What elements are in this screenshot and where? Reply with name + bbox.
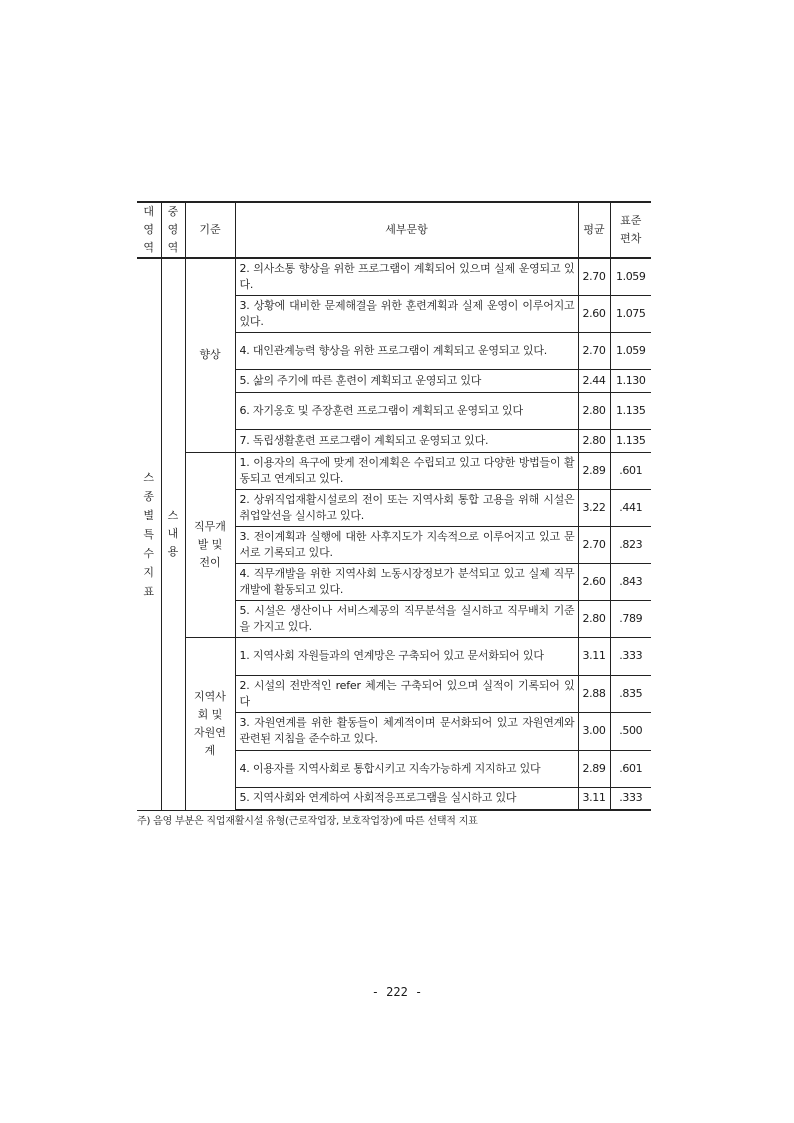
item-text: 2. 의사소통 향상을 위한 프로그램이 계획되어 있으며 실제 운영되고 있다. bbox=[235, 258, 578, 295]
mean-value: 2.60 bbox=[578, 295, 610, 332]
mean-value: 2.70 bbox=[578, 258, 610, 295]
sd-value: .333 bbox=[610, 787, 651, 810]
header-mean: 평균 bbox=[578, 202, 610, 258]
sd-value: 1.130 bbox=[610, 369, 651, 392]
table-row bbox=[137, 637, 651, 675]
sd-value: .441 bbox=[610, 489, 651, 526]
mean-value: 3.11 bbox=[578, 787, 610, 810]
mean-value: 2.89 bbox=[578, 452, 610, 489]
mean-value: 2.44 bbox=[578, 369, 610, 392]
item-text: 1. 이용자의 욕구에 맞게 전이계획은 수립되고 있고 다양한 방법들이 활동되고 연계되고 있다. bbox=[235, 452, 578, 489]
middle-area-cell: 스 내 용 bbox=[161, 258, 185, 810]
item-text: 4. 직무개발을 위한 지역사회 노동시장정보가 분석되고 있고 실제 직무개발에 활동되고 있다. bbox=[235, 563, 578, 600]
sd-value: .835 bbox=[610, 675, 651, 712]
mean-value: 2.70 bbox=[578, 332, 610, 369]
item-text: 3. 자원연계를 위한 활동들이 체계적이며 문서화되어 있고 자원연계와 관련된 지침을 준수하고 있다. bbox=[235, 712, 578, 750]
indicator-table bbox=[137, 201, 651, 811]
item-text: 4. 이용자를 지역사회로 통합시키고 지속가능하게 지지하고 있다 bbox=[235, 750, 578, 787]
table-header-row bbox=[137, 202, 651, 258]
item-text: 6. 자기옹호 및 주장훈련 프로그램이 계획되고 운영되고 있다 bbox=[235, 392, 578, 429]
table-row bbox=[137, 452, 651, 489]
mean-value: 3.00 bbox=[578, 712, 610, 750]
table-footnote: 주) 음영 부분은 직업재활시설 유형(근로작업장, 보호작업장)에 따른 선택적 지표 bbox=[137, 816, 478, 827]
item-text: 7. 독립생활훈련 프로그램이 계획되고 운영되고 있다. bbox=[235, 429, 578, 452]
mean-value: 2.60 bbox=[578, 563, 610, 600]
sd-value: 1.075 bbox=[610, 295, 651, 332]
page-number: - 222 - bbox=[371, 985, 423, 999]
sd-value: 1.059 bbox=[610, 332, 651, 369]
criterion-cell: 향상 bbox=[185, 258, 235, 452]
sd-value: .789 bbox=[610, 600, 651, 637]
mean-value: 2.70 bbox=[578, 526, 610, 563]
mean-value: 3.22 bbox=[578, 489, 610, 526]
header-major-area: 대 영 역 bbox=[137, 202, 161, 258]
item-text: 3. 상황에 대비한 문제해결을 위한 훈련계획과 실제 운영이 이루어지고 있다. bbox=[235, 295, 578, 332]
header-criterion: 기준 bbox=[185, 202, 235, 258]
sd-value: .333 bbox=[610, 637, 651, 675]
sd-value: 1.059 bbox=[610, 258, 651, 295]
sd-value: .500 bbox=[610, 712, 651, 750]
mean-value: 2.80 bbox=[578, 600, 610, 637]
sd-value: .601 bbox=[610, 750, 651, 787]
mean-value: 2.88 bbox=[578, 675, 610, 712]
item-text: 2. 시설의 전반적인 refer 체계는 구축되어 있으며 실적이 기록되어 있다 bbox=[235, 675, 578, 712]
mean-value: 3.11 bbox=[578, 637, 610, 675]
header-sd: 표준 편차 bbox=[610, 202, 651, 258]
item-text: 5. 지역사회와 연계하여 사회적응프로그램을 실시하고 있다 bbox=[235, 787, 578, 810]
mean-value: 2.80 bbox=[578, 392, 610, 429]
sd-value: 1.135 bbox=[610, 429, 651, 452]
item-text: 4. 대인관계능력 향상을 위한 프로그램이 계획되고 운영되고 있다. bbox=[235, 332, 578, 369]
sd-value: .823 bbox=[610, 526, 651, 563]
item-text: 3. 전이계획과 실행에 대한 사후지도가 지속적으로 이루어지고 있고 문서로 기록되고 있다. bbox=[235, 526, 578, 563]
mean-value: 2.80 bbox=[578, 429, 610, 452]
item-text: 5. 시설은 생산이나 서비스제공의 직무분석을 실시하고 직무배치 기준을 가지고 있다. bbox=[235, 600, 578, 637]
criterion-cell: 지역사 회 및 자원연 계 bbox=[185, 637, 235, 810]
sd-value: .601 bbox=[610, 452, 651, 489]
major-area-cell: 스 종 별 특 수 지 표 bbox=[137, 258, 161, 810]
mean-value: 2.89 bbox=[578, 750, 610, 787]
item-text: 1. 지역사회 자원들과의 연계망은 구축되어 있고 문서화되어 있다 bbox=[235, 637, 578, 675]
criterion-cell: 직무개 발 및 전이 bbox=[185, 452, 235, 637]
table-row bbox=[137, 258, 651, 295]
sd-value: 1.135 bbox=[610, 392, 651, 429]
header-item: 세부문항 bbox=[235, 202, 578, 258]
item-text: 5. 삶의 주기에 따른 훈련이 계획되고 운영되고 있다 bbox=[235, 369, 578, 392]
header-middle-area: 중 영 역 bbox=[161, 202, 185, 258]
item-text: 2. 상위직업재활시설로의 전이 또는 지역사회 통합 고용을 위해 시설은 취업알선을 실시하고 있다. bbox=[235, 489, 578, 526]
sd-value: .843 bbox=[610, 563, 651, 600]
